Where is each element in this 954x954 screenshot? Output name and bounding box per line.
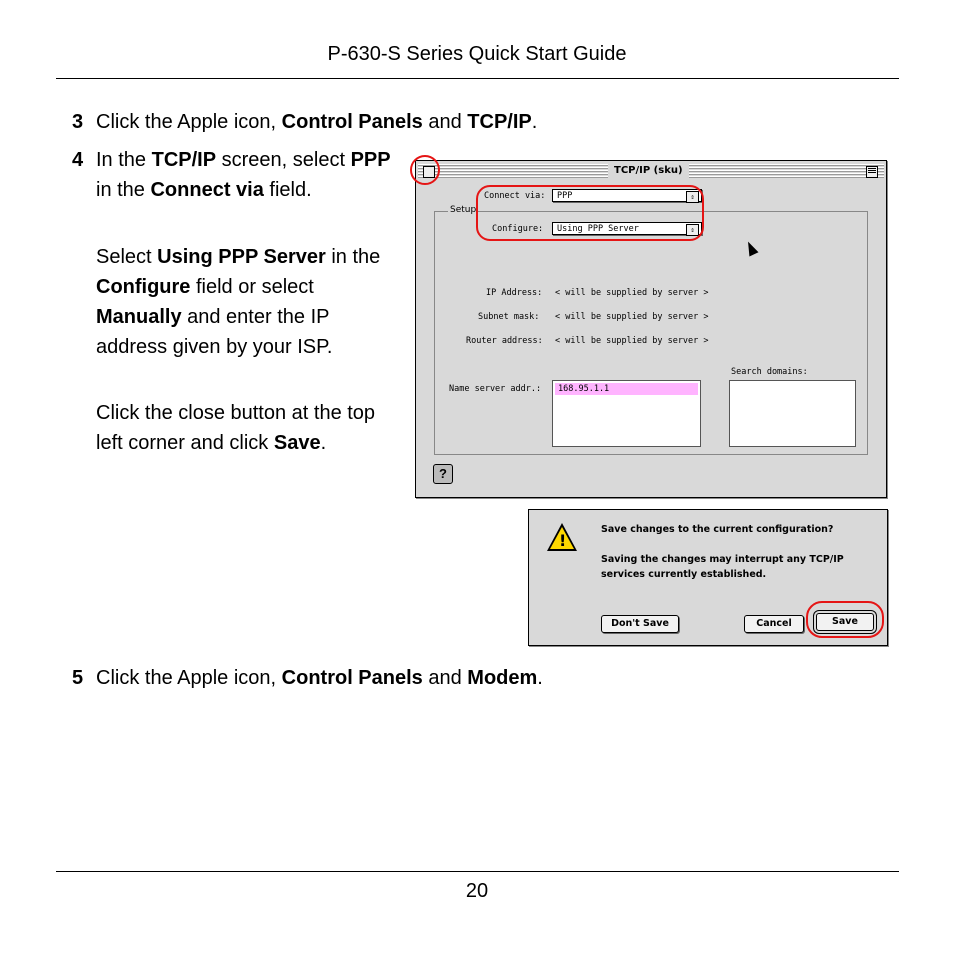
name-server-value: 168.95.1.1 bbox=[555, 383, 698, 395]
step-text: field or select bbox=[190, 276, 314, 298]
step-emphasis: PPP bbox=[350, 149, 391, 171]
step-emphasis: Manually bbox=[96, 306, 182, 328]
step-text: and bbox=[422, 667, 468, 689]
dont-save-button[interactable]: Don't Save bbox=[601, 615, 679, 633]
name-server-field[interactable] bbox=[552, 380, 701, 447]
step-text: screen, select bbox=[216, 149, 351, 171]
step-emphasis: TCP/IP bbox=[467, 111, 532, 133]
cancel-button[interactable]: Cancel bbox=[744, 615, 804, 633]
configure-label: Configure: bbox=[492, 224, 544, 234]
step-text: In the bbox=[96, 149, 152, 171]
step-4-paragraph-1 bbox=[96, 145, 396, 205]
setup-label: Setup bbox=[450, 205, 477, 215]
step-4-number bbox=[72, 145, 96, 175]
step-number: 5 bbox=[72, 667, 84, 689]
step-number: 3 bbox=[72, 111, 84, 133]
step-text: . bbox=[531, 111, 538, 133]
name-server-label: Name server addr.: bbox=[449, 384, 542, 394]
step-text: in the bbox=[325, 246, 381, 268]
subnet-mask-value: < will be supplied by server > bbox=[555, 312, 709, 322]
router-address-value: < will be supplied by server > bbox=[555, 336, 709, 346]
step-text: Click the Apple icon, bbox=[96, 111, 282, 133]
header-rule bbox=[56, 78, 899, 79]
help-button[interactable] bbox=[433, 464, 453, 484]
step-3 bbox=[72, 107, 537, 137]
step-text: and enter the IP address given by your ISP. bbox=[96, 306, 333, 358]
search-domains-label: Search domains: bbox=[731, 367, 808, 377]
router-address-label: Router address: bbox=[466, 336, 543, 346]
window-titlebar[interactable] bbox=[418, 163, 884, 179]
step-emphasis: Configure bbox=[96, 276, 191, 298]
connect-via-label: Connect via: bbox=[484, 191, 546, 201]
step-text: field. bbox=[263, 179, 312, 201]
step-text: . bbox=[537, 667, 543, 689]
help-icon: ? bbox=[439, 466, 447, 481]
step-text: . bbox=[320, 432, 327, 454]
configure-value: Using PPP Server bbox=[557, 224, 639, 234]
highlight-oval-save bbox=[806, 601, 884, 638]
step-4-paragraph-2 bbox=[96, 242, 386, 362]
step-emphasis: Using PPP Server bbox=[157, 246, 326, 268]
highlight-circle-close-box bbox=[410, 155, 440, 185]
tcpip-window bbox=[415, 160, 887, 498]
step-5 bbox=[72, 663, 543, 693]
step-text: Select bbox=[96, 246, 158, 268]
step-text: Click the Apple icon, bbox=[96, 667, 282, 689]
popup-arrows-icon: ⇕ bbox=[686, 224, 699, 236]
step-emphasis: TCP/IP bbox=[151, 149, 217, 171]
step-emphasis: Control Panels bbox=[281, 667, 423, 689]
step-text: in the bbox=[96, 179, 151, 201]
subnet-mask-label: Subnet mask: bbox=[478, 312, 540, 322]
warning-exclamation-icon: ! bbox=[559, 531, 567, 550]
step-text: and bbox=[422, 111, 468, 133]
step-number: 4 bbox=[72, 149, 84, 171]
connect-via-value: PPP bbox=[557, 191, 573, 201]
window-title: TCP/IP (sku) bbox=[608, 163, 689, 179]
step-4-paragraph-3 bbox=[96, 398, 388, 458]
step-emphasis: Control Panels bbox=[281, 111, 423, 133]
dialog-title-text: Save changes to the current configuration? bbox=[601, 524, 834, 535]
zoom-box-icon[interactable] bbox=[866, 166, 878, 178]
step-emphasis: Save bbox=[273, 432, 321, 454]
page-number: 20 bbox=[465, 880, 489, 902]
ip-address-label: IP Address: bbox=[486, 288, 543, 298]
step-emphasis: Modem bbox=[467, 667, 538, 689]
save-button[interactable]: Save bbox=[816, 613, 874, 631]
document-header-title: P-630-S Series Quick Start Guide bbox=[327, 43, 627, 65]
dialog-body-text: Saving the changes may interrupt any TCP/IP services currently established. bbox=[601, 554, 844, 580]
footer-rule bbox=[56, 871, 899, 872]
step-text: Click the close button at the top left corner and click bbox=[96, 402, 376, 454]
step-emphasis: Connect via bbox=[150, 179, 264, 201]
highlight-oval-connect-configure bbox=[476, 185, 704, 241]
popup-arrows-icon: ⇕ bbox=[686, 191, 699, 203]
search-domains-field[interactable] bbox=[729, 380, 856, 447]
ip-address-value: < will be supplied by server > bbox=[555, 288, 709, 298]
